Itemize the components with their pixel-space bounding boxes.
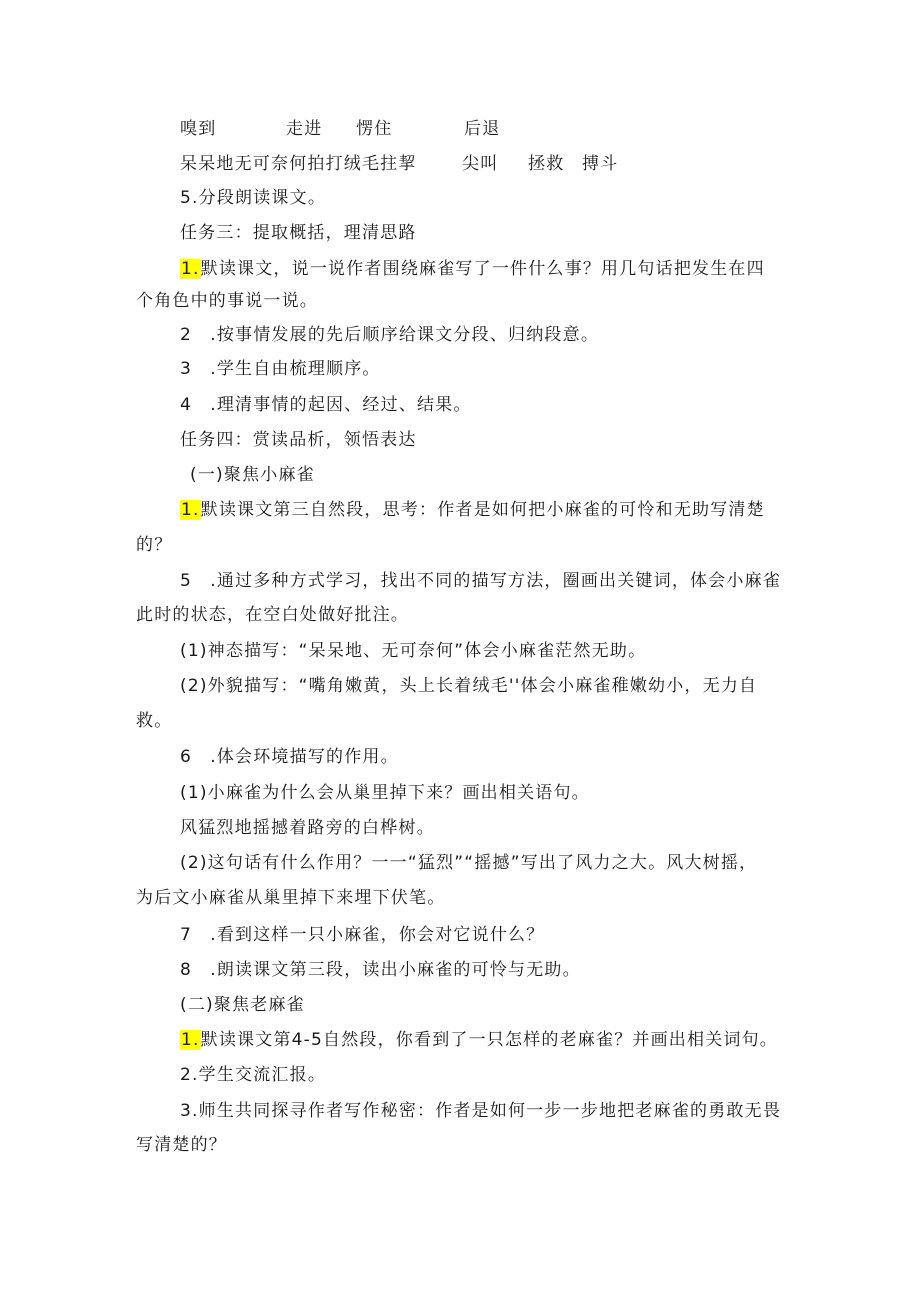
highlighted-number: 1. [181,1030,200,1050]
highlighted-number: 1. [181,259,200,279]
vocab-word: 呆呆地无可奈何拍打绒毛拄挈 [180,154,417,174]
item-text: 默读课文第4-5自然段，你看到了一只怎样的老麻雀？并画出相关词句。 [200,1030,778,1050]
step-5-text: 5.分段朗读课文。 [180,188,327,208]
section-1-item-6-quote: 风猛烈地摇撼着路旁的白桦树。 [180,818,435,838]
section-1-item-5-cont: 此时的状态，在空白处做好批注。 [136,605,409,625]
section-2-item-3: 3.师生共同探寻作者写作秘密：作者是如何一步一步地把老麻雀的勇敢无畏 [180,1101,782,1121]
task-3-heading: 任务三：提取概括，理清思路 [180,223,417,243]
section-2-heading: (二)聚焦老麻雀 [180,995,305,1015]
section-2-item-3-cont: 写清楚的？ [136,1135,227,1155]
section-1-item-6-sub-2: (2)这句话有什么作用？一一“猛烈”“摇撼”写出了风力之大。风大树摇， [180,853,758,873]
task-4-heading: 任务四：赏读品析，领悟表达 [180,430,417,450]
vocab-word: 拯救 [528,154,565,174]
highlighted-number: 1. [181,500,200,520]
task-3-item-3: 3 .学生自由梳理顺序。 [180,359,381,379]
vocab-word: 后退 [464,119,501,139]
section-1-item-6-sub-2-cont: 为后文小麻雀从巢里掉下来埋下伏笔。 [136,888,446,908]
section-2-item-1 [180,1027,778,1053]
section-1-item-6: 6 .体会环境描写的作用。 [180,747,399,767]
section-1-item-1 [180,497,765,523]
section-1-item-7: 7 .看到这样一只小麻雀，你会对它说什么？ [180,925,545,945]
vocab-row-1 [180,116,500,142]
task-3-item-1-cont: 个角色中的事说一说。 [136,291,318,311]
section-1-item-1-cont: 的？ [136,535,173,555]
item-text: 默读课文第三自然段，思考：作者是如何把小麻雀的可怜和无助写清楚 [200,500,765,520]
section-1-item-8: 8 .朗读课文第三段，读出小麻雀的可怜与无助。 [180,960,581,980]
vocab-word: 搏斗 [582,154,619,174]
item-text: 默读课文，说一说作者围绕麻雀写了一件什么事？用几句话把发生在四 [200,259,765,279]
section-1-item-5-sub-2: (2)外貌描写：“嘴角嫩黄，头上长着绒毛''体会小麻雀稚嫩幼小，无力自 [180,676,758,696]
vocab-row-2 [180,151,618,177]
vocab-word: 愣住 [356,119,393,139]
section-1-item-5-sub-1: (1)神态描写：“呆呆地、无可奈何”体会小麻雀茫然无助。 [180,641,647,661]
section-1-heading: (一)聚焦小麻雀 [190,465,315,485]
task-3-item-2: 2 .按事情发展的先后顺序给课文分段、归纳段意。 [180,325,600,345]
section-1-item-5: 5 .通过多种方式学习，找出不同的描写方法，圈画出关键词，体会小麻雀 [180,571,782,591]
section-1-item-6-sub-1: (1)小麻雀为什么会从巢里掉下来？画出相关语句。 [180,783,590,803]
vocab-word: 走进 [286,119,323,139]
vocab-word: 嗅到 [180,119,217,139]
task-3-item-1 [180,256,765,282]
section-1-item-5-sub-2-cont: 救。 [136,711,173,731]
vocab-word: 尖叫 [462,154,499,174]
section-2-item-2: 2.学生交流汇报。 [180,1065,327,1085]
task-3-item-4: 4 .理清事情的起因、经过、结果。 [180,395,472,415]
